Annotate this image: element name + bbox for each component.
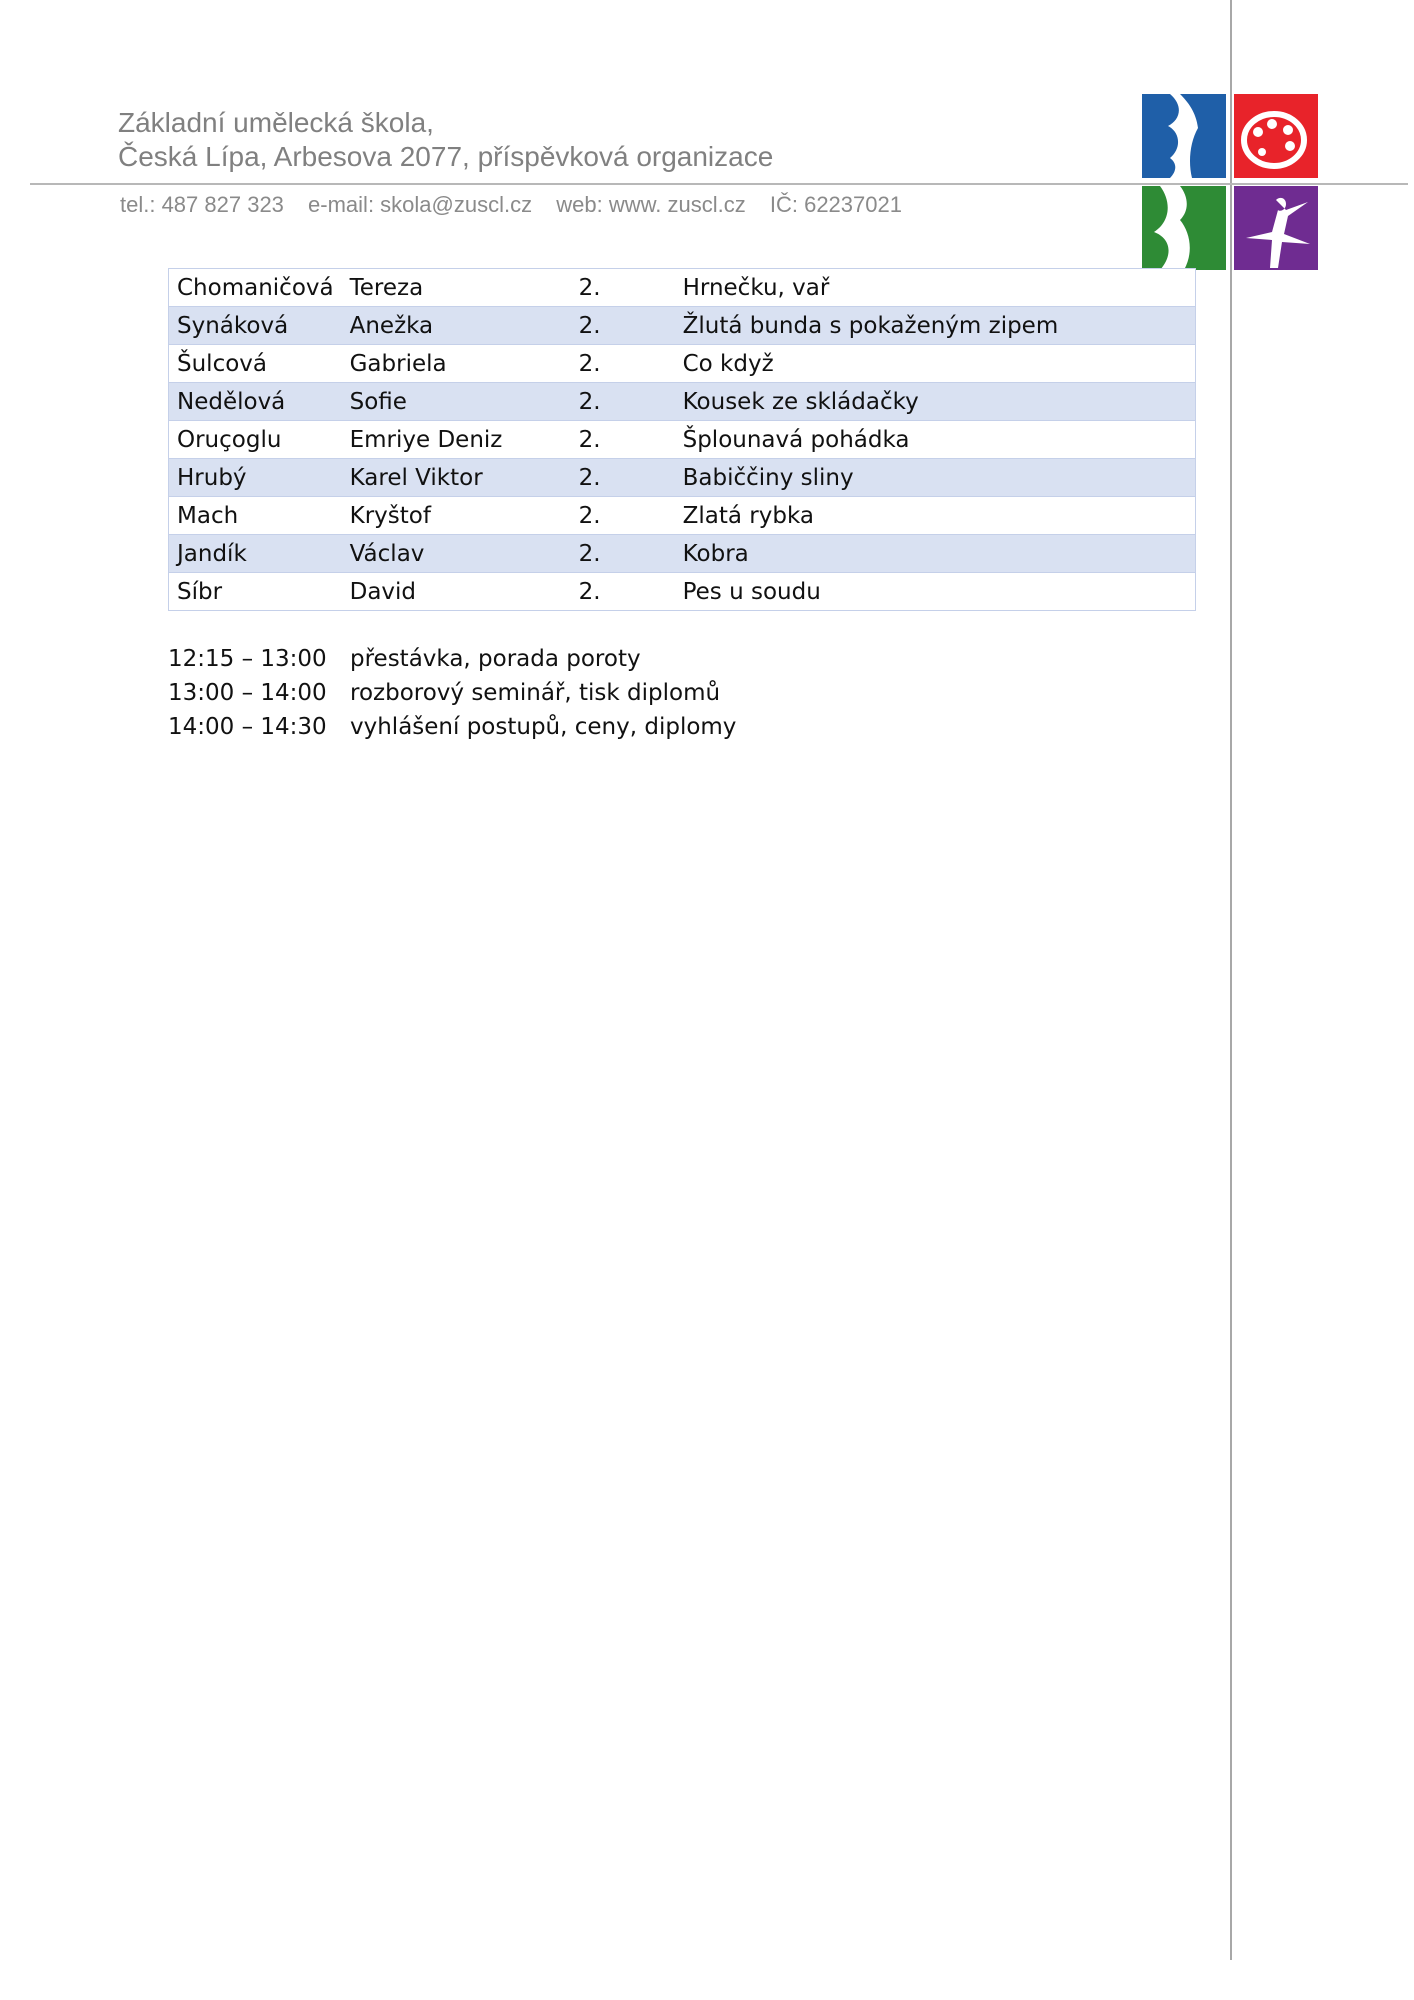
school-logo — [1140, 92, 1320, 276]
cell-title: Co když — [675, 345, 1196, 383]
cell-name: Tereza — [342, 269, 571, 307]
cell-grade: 2. — [571, 383, 675, 421]
cell-title: Babiččiny sliny — [675, 459, 1196, 497]
cell-title: Kousek ze skládačky — [675, 383, 1196, 421]
cell-title: Zlatá rybka — [675, 497, 1196, 535]
cell-name: Gabriela — [342, 345, 571, 383]
cell-name: Anežka — [342, 307, 571, 345]
cell-surname: Hrubý — [169, 459, 342, 497]
cell-surname: Synáková — [169, 307, 342, 345]
cell-title: Žlutá bunda s pokaženým zipem — [675, 307, 1196, 345]
contact-tel: tel.: 487 827 323 — [120, 192, 284, 217]
cell-grade: 2. — [571, 421, 675, 459]
schedule-row — [168, 642, 736, 676]
table-row — [169, 535, 1196, 573]
cell-title: Kobra — [675, 535, 1196, 573]
cell-surname: Síbr — [169, 573, 342, 611]
school-name-line1: Základní umělecká škola, — [118, 107, 434, 138]
contact-ic: IČ: 62237021 — [769, 192, 902, 217]
cell-surname: Mach — [169, 497, 342, 535]
cell-grade: 2. — [571, 459, 675, 497]
school-name — [118, 106, 773, 174]
school-name-line2: Česká Lípa, Arbesova 2077, příspěvková organizace — [118, 141, 774, 172]
cell-title: Hrnečku, vař — [675, 269, 1196, 307]
cell-name: Emriye Deniz — [342, 421, 571, 459]
schedule-activity: přestávka, porada poroty — [350, 646, 641, 672]
table-row — [169, 421, 1196, 459]
cell-surname: Chomaničová — [169, 269, 342, 307]
cell-grade: 2. — [571, 497, 675, 535]
schedule — [168, 642, 736, 744]
schedule-row — [168, 676, 736, 710]
participants-table — [168, 268, 1196, 611]
schedule-time: 13:00 – 14:00 — [168, 680, 327, 706]
table-row — [169, 459, 1196, 497]
cell-name: Václav — [342, 535, 571, 573]
cell-surname: Oruçoglu — [169, 421, 342, 459]
table-row — [169, 383, 1196, 421]
cell-grade: 2. — [571, 573, 675, 611]
cell-name: Karel Viktor — [342, 459, 571, 497]
cell-name: Sofie — [342, 383, 571, 421]
table-row — [169, 269, 1196, 307]
schedule-row — [168, 710, 736, 744]
cell-name: David — [342, 573, 571, 611]
cell-grade: 2. — [571, 535, 675, 573]
table-row — [169, 307, 1196, 345]
table-row — [169, 573, 1196, 611]
cell-name: Kryštof — [342, 497, 571, 535]
cell-surname: Šulcová — [169, 345, 342, 383]
cell-title: Šplounavá pohádka — [675, 421, 1196, 459]
cell-title: Pes u soudu — [675, 573, 1196, 611]
cell-grade: 2. — [571, 269, 675, 307]
table-row — [169, 497, 1196, 535]
schedule-activity: vyhlášení postupů, ceny, diplomy — [350, 714, 737, 740]
cell-surname: Nedělová — [169, 383, 342, 421]
cell-surname: Jandík — [169, 535, 342, 573]
page-vertical-rule — [1230, 0, 1232, 1960]
contact-email: e-mail: skola@zuscl.cz — [308, 192, 533, 217]
contact-web: web: www. zuscl.cz — [556, 192, 746, 217]
schedule-activity: rozborový seminář, tisk diplomů — [350, 680, 721, 706]
schedule-time: 12:15 – 13:00 — [168, 646, 327, 672]
table-row — [169, 345, 1196, 383]
schedule-time: 14:00 – 14:30 — [168, 714, 327, 740]
contact-line — [120, 192, 920, 218]
cell-grade: 2. — [571, 345, 675, 383]
cell-grade: 2. — [571, 307, 675, 345]
